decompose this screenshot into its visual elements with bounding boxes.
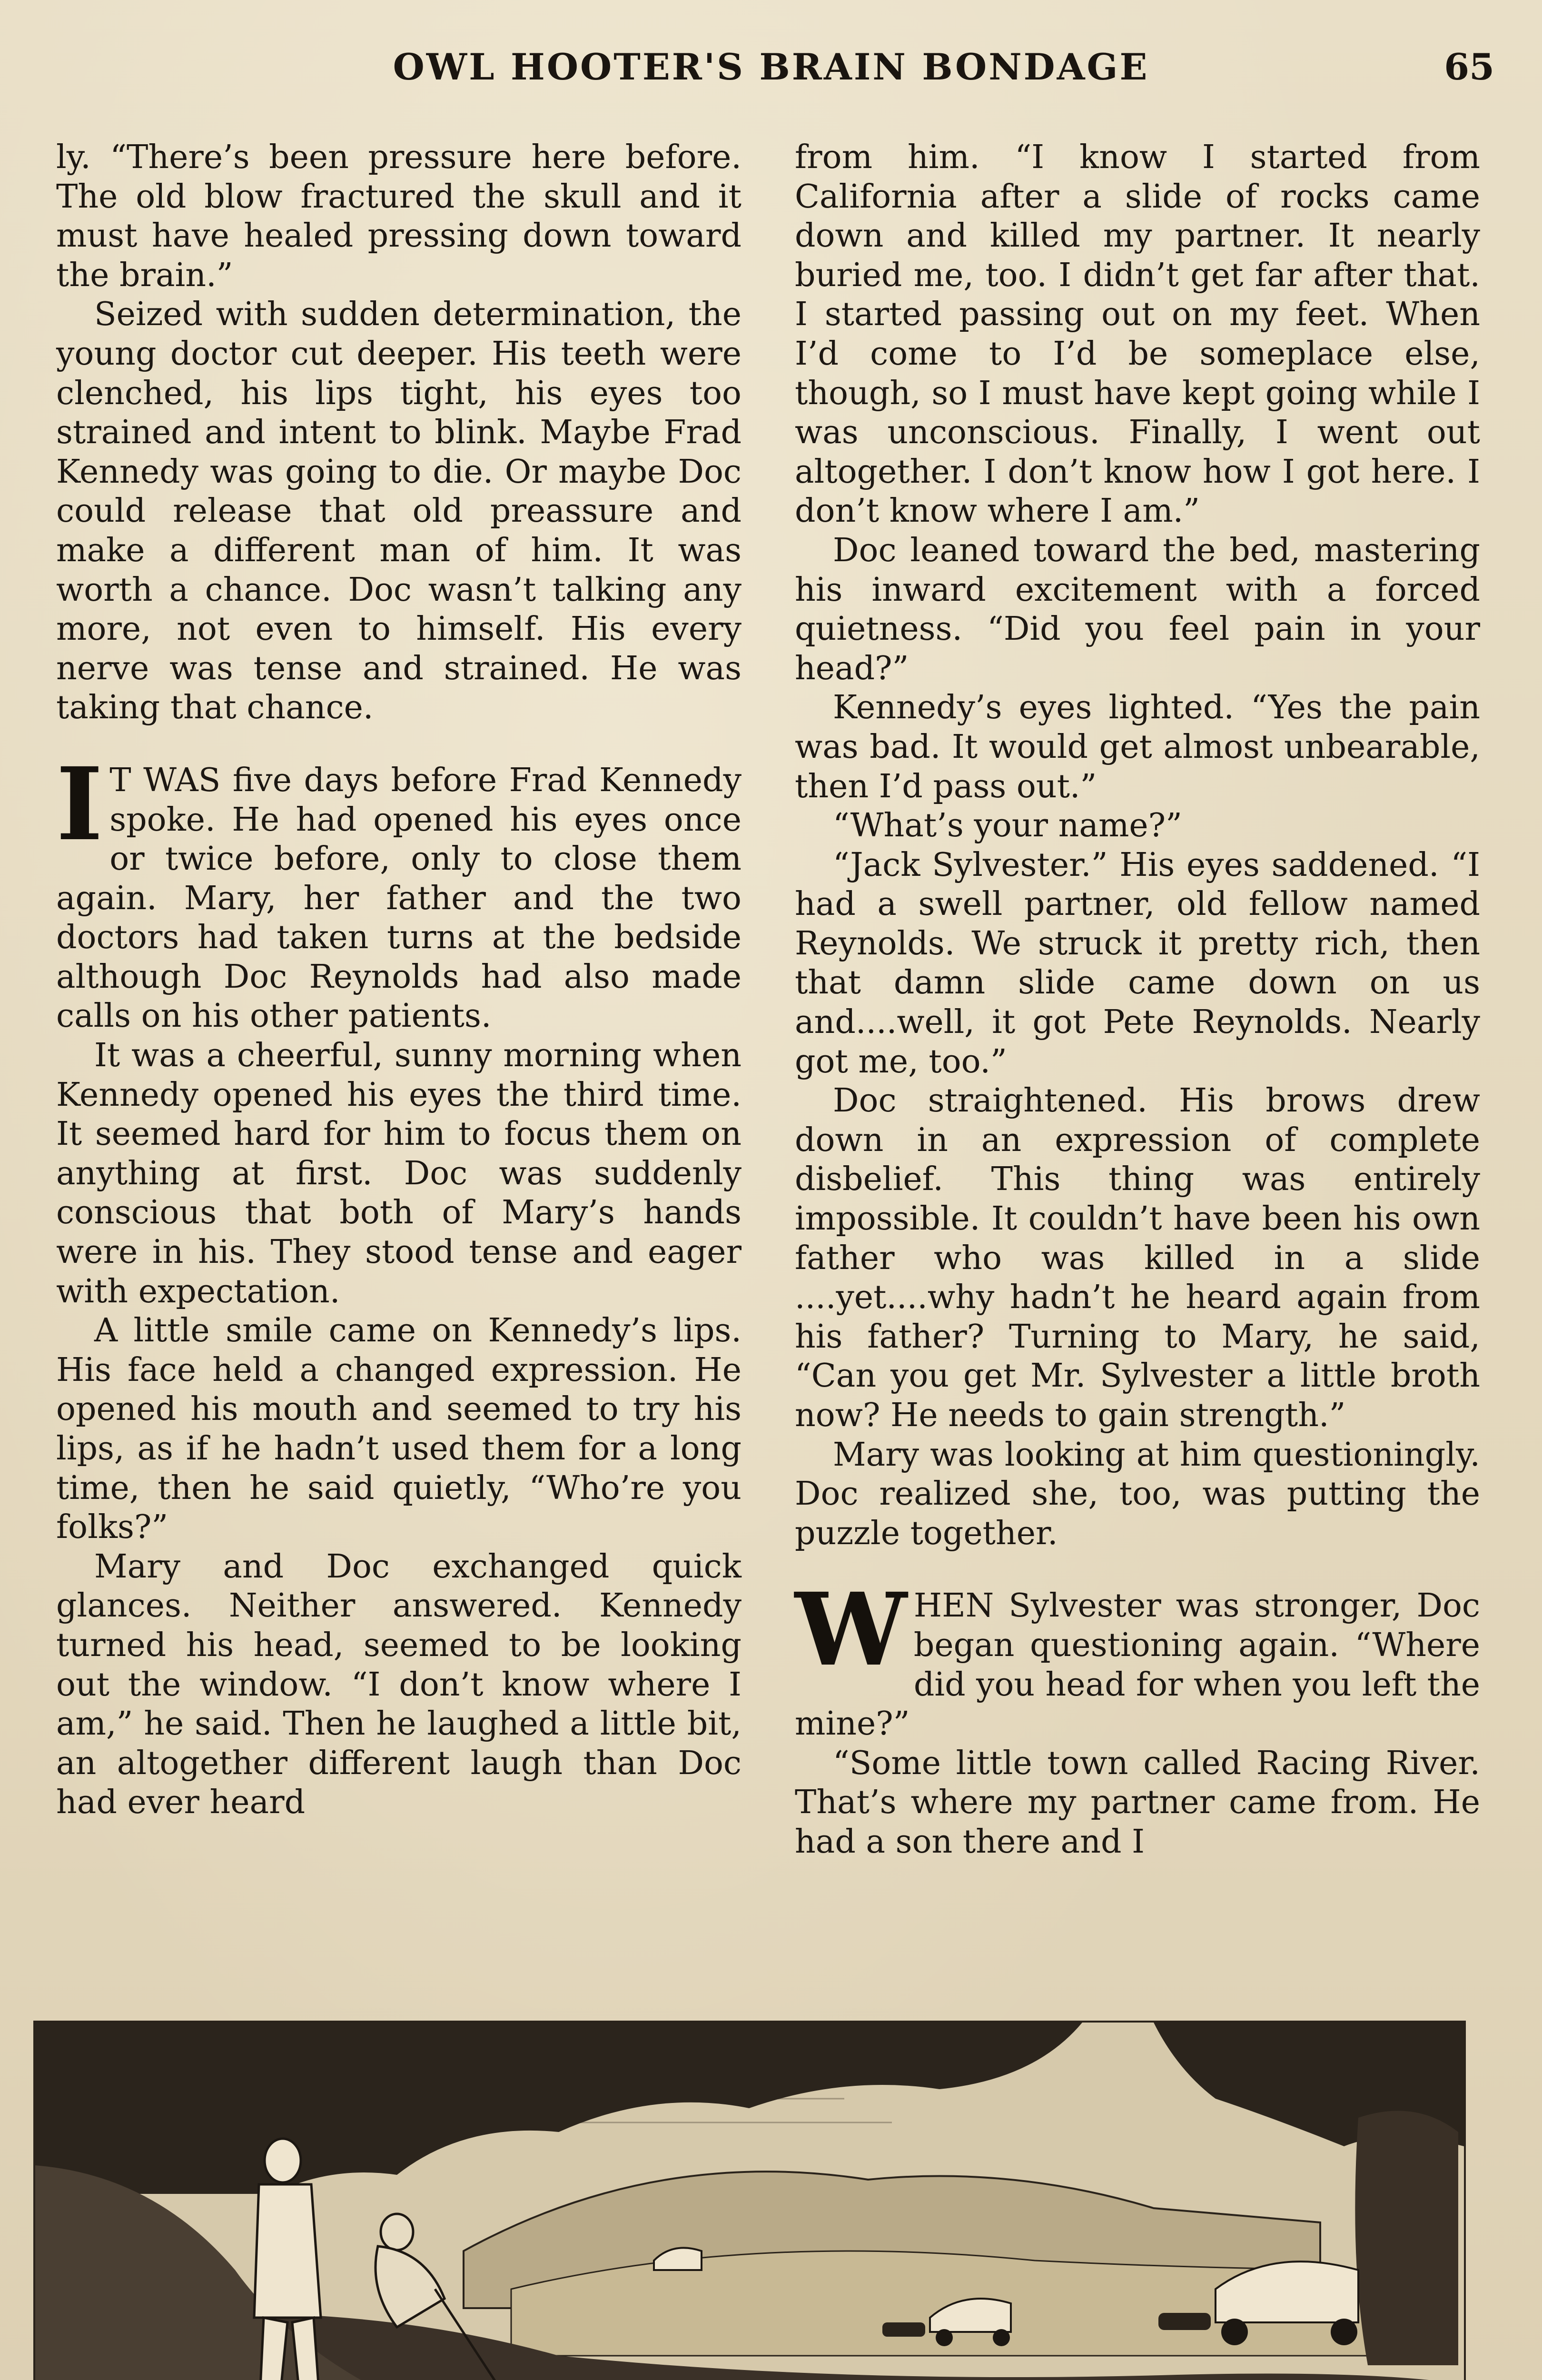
paragraph: “Jack Sylvester.” His eyes saddened. “I had a swell partner, old fellow named Reynolds. We struck it pretty rich, then that damn slide came down on us and....well, it got Pete Reynolds. Nearly got me, too.” — [795, 846, 1480, 1081]
paragraph: A little smile came on Kennedy’s lips. His face held a changed expression. He opened his mouth and seemed to try his lips, as if he hadn’t used them for a long time, then he said quietly, “Who’re you folks?” — [56, 1312, 741, 1547]
section-start-paragraph — [56, 745, 741, 1036]
drop-cap: W — [795, 1571, 907, 1689]
page-header — [48, 46, 1494, 98]
paragraph: Mary was looking at him questioningly. Doc realized she, too, was putting the puzzle together. — [795, 1436, 1480, 1552]
paragraph: Doc leaned toward the bed, mastering his inward excitement with a forced quietness. “Did you feel pain in your head?” — [795, 531, 1480, 687]
section-start-paragraph — [795, 1571, 1480, 1744]
page-number: 65 — [1444, 46, 1494, 88]
paragraph: “What’s your name?” — [833, 807, 1182, 845]
left-text-column — [56, 138, 741, 1823]
right-tree-trunk — [1355, 2111, 1458, 2365]
paragraph: Seized with sudden determination, the young doctor cut deeper. His teeth were clenched, his lips tight, his eyes too strained and intent to blink. Maybe Frad Kennedy was going to die. Or maybe Doc could release that old preassure and make a different man of him. It was worth a chance. Doc wasn’t talking any more, not even to himself. His every nerve was tense and strained. He was taking that chance. — [56, 296, 741, 727]
paragraph: Doc straightened. His brows drew down in an expression of complete disbelief. This thing was entirely impossible. It couldn’t have been his own father who was killed in a slide ....yet....why hadn’t he heard again from his father? Turning to Mary, he said, “Can you get Mr. Sylvester a little broth now? He needs to gain strength.” — [795, 1082, 1480, 1434]
paragraph-text: T WAS five days before Frad Kennedy spoke. He had opened his eyes once or twice before, only to close them again. Mary, her father and the two doctors had taken turns at the bedside although Doc Reynolds had also made calls on his other patients. — [56, 761, 741, 1035]
paragraph: from him. “I know I started from California after a slide of rocks came down and killed my partner. It nearly buried me, too. I didn’t get far after that. I started passing out on my feet. When I’d come to I’d be someplace else, though, so I must have kept going while I was unconscious. Finally, I went out altogether. I don’t know how I got here. I don’t know where I am.” — [795, 139, 1480, 530]
paragraph: Mary and Doc exchanged quick glances. Neither answered. Kennedy turned his head, seemed to be looking out the window. “I don’t know where I am,” he said. Then he laughed a little bit, an altogether different laugh than Doc had ever heard — [56, 1547, 741, 1822]
paragraph: “Some little town called Racing River. That’s where my partner came from. He had a son there and I — [795, 1744, 1480, 1861]
landscape-illustration — [33, 2021, 1466, 2380]
running-title: OWL HOOTER'S BRAIN BONDAGE — [393, 46, 1149, 88]
paragraph: ly. “There’s been pressure here before. The old blow fractured the skull and it must have healed pressing down toward the brain.” — [56, 139, 741, 294]
paragraph: It was a cheerful, sunny morning when Kennedy opened his eyes the third time. It seemed hard for him to focus them on anything at first. Doc was suddenly conscious that both of Mary’s hands were in his. They stood tense and eager with expectation. — [56, 1037, 741, 1310]
drop-cap: I — [56, 745, 103, 863]
paragraph-text: HEN Sylvester was stronger, Doc began questioning again. “Where did you head for when you left the mine?” — [795, 1587, 1480, 1743]
wagon-train-drawing — [35, 2023, 1464, 2380]
right-text-column — [795, 138, 1480, 1862]
paragraph: Kennedy’s eyes lighted. “Yes the pain was bad. It would get almost unbearable, then I’d pass out.” — [795, 689, 1480, 805]
